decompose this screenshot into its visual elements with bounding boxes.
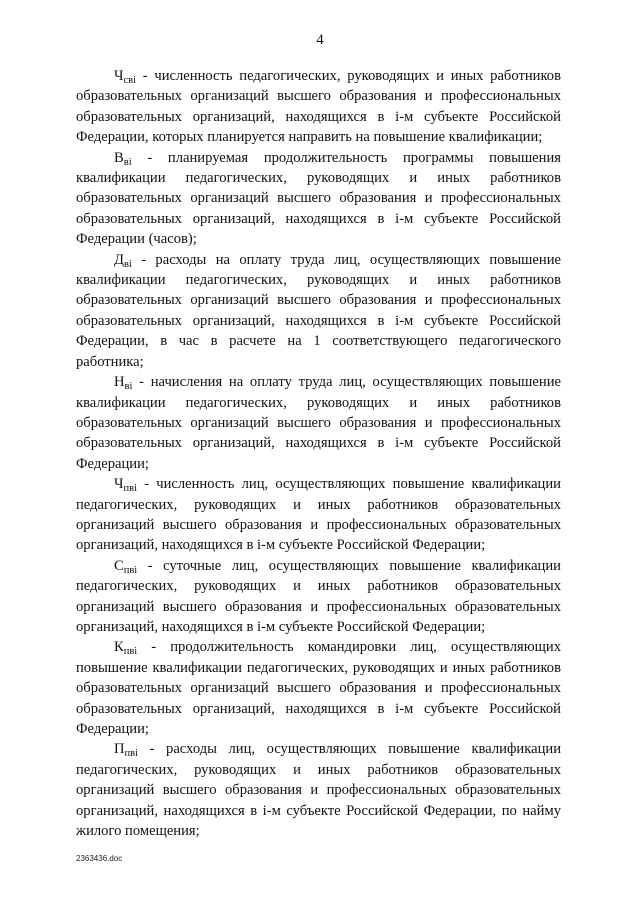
variable-subscript: вi xyxy=(123,258,132,270)
definition-paragraph xyxy=(76,474,561,556)
definition-paragraph xyxy=(76,250,561,372)
variable-subscript: пвi xyxy=(123,564,138,576)
definition-text: - суточные лиц, осуществляющих повышение квалификации педагогических, руководящих и иных работников образовательных организаций высшего образования и профессиональных образовательных организаций, находящихся в i-м субъекте Российской Федерации; xyxy=(76,557,561,635)
definition-text: - расходы на оплату труда лиц, осуществляющих повышение квалификации педагогических, руководящих и иных работников образовательных организаций высшего образования и профессиональных образовательных организаций, находящихся в i-м субъекте Российской Федерации, в час в расчете на 1 соответствующего педагогического работника; xyxy=(76,251,561,370)
document-body xyxy=(76,66,561,841)
variable-symbol: Ч xyxy=(114,68,124,84)
variable-symbol: К xyxy=(114,639,124,656)
variable-symbol: С xyxy=(114,557,124,574)
definition-text: - численность лиц, осуществляющих повышение квалификации педагогических, руководящих и иных работников образовательных организаций высшего образования и профессиональных образовательных организаций, находящихся в i-м субъекте Российской Федерации; xyxy=(76,476,561,554)
definition-text: - расходы лиц, осуществляющих повышение квалификации педагогических, руководящих и иных работников образовательных организаций высшего образования и профессиональных образовательных организаций, находящихся в i-м субъекте Российской Федерации, по найму жилого помещения; xyxy=(76,741,561,840)
variable-symbol: В xyxy=(114,149,124,166)
definition-text: - численность педагогических, руководящих и иных работников образовательных организаций высшего образования и профессиональных образовательных организаций, находящихся в i-м субъекте Российской Федерации, которых планируется направить на повышение квалификации; xyxy=(76,68,561,146)
page-number: 4 xyxy=(316,32,324,48)
definition-paragraph xyxy=(76,66,561,148)
variable-symbol: Ч xyxy=(114,476,124,493)
variable-symbol: Н xyxy=(114,374,125,391)
variable-subscript: пвi xyxy=(123,646,138,658)
variable-symbol: П xyxy=(114,741,125,758)
definition-paragraph xyxy=(76,637,561,739)
definition-text: - планируемая продолжительность программы повышения квалификации педагогических, руководящих и иных работников образовательных организаций высшего образования и профессиональных образовательных организаций, находящихся в i-м субъекте Российской Федерации (часов); xyxy=(76,149,561,248)
document-filename: 2363436.doc xyxy=(76,854,123,863)
variable-subscript: свi xyxy=(123,75,137,86)
definition-text: - начисления на оплату труда лиц, осуществляющих повышение квалификации педагогических, руководящих и иных работников образовательных организаций высшего образования и профессиональных образовательных организаций, находящихся в i-м субъекте Российской Федерации; xyxy=(76,374,561,472)
variable-subscript: вi xyxy=(123,156,132,168)
definition-text: - продолжительность командировки лиц, осуществляющих повышение квалификации педагогических, руководящих и иных работников образовательных организаций высшего образования и профессиональных образовательных организаций, находящихся в i-м субъекте Российской Федерации; xyxy=(76,639,561,737)
definition-paragraph xyxy=(76,739,561,841)
variable-subscript: пвi xyxy=(123,483,137,495)
definition-paragraph xyxy=(76,148,561,250)
variable-subscript: вi xyxy=(124,381,133,393)
definition-paragraph xyxy=(76,556,561,638)
variable-symbol: Д xyxy=(114,251,124,268)
variable-subscript: пвi xyxy=(124,748,139,760)
definition-paragraph xyxy=(76,372,561,474)
